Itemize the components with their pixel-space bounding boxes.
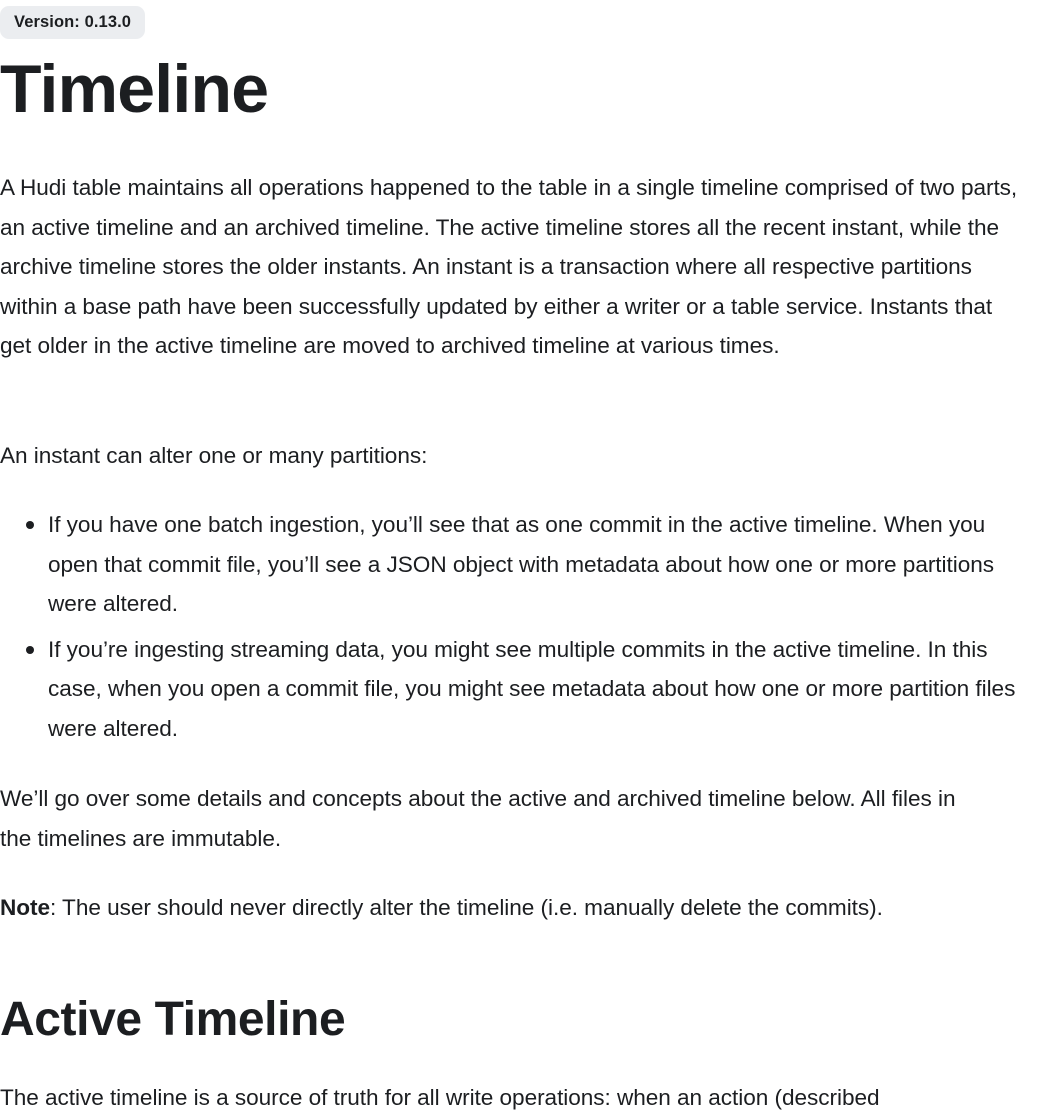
list-item-text: If you’re ingesting streaming data, you might see multiple commits in the active timeline. In this case, when you open a commit file, you might see metadata about how one or more partition files were altered. [48, 636, 1016, 741]
active-timeline-paragraph: The active timeline is a source of truth for all write operations: when an action (described [0, 1085, 880, 1110]
version-badge: Version: 0.13.0 [0, 6, 145, 39]
intro-paragraph: A Hudi table maintains all operations happened to the table in a single timeline comprised of two parts, an active timeline and an archived timeline. The active timeline stores all the recent instant, while the archive timeline stores the older instants. An instant is a transaction where all respective partitions within a base path have been successfully updated by either a writer or a table service. Instants that get older in the active timeline are moved to archived timeline at various times. [0, 175, 1018, 358]
partitions-intro-paragraph: An instant can alter one or many partitions: [0, 443, 428, 468]
list-item [48, 630, 1018, 749]
section-heading-active-timeline: Active Timeline [0, 993, 346, 1046]
instant-bullet-list [0, 505, 1018, 748]
note-paragraph [0, 888, 1020, 928]
bullet-icon [26, 521, 34, 529]
bullet-icon [26, 646, 34, 654]
list-item-text: If you have one batch ingestion, you’ll see that as one commit in the active timeline. When you open that commit file, you’ll see a JSON object with metadata about how one or more partitions were altered. [48, 512, 994, 616]
note-text: : The user should never directly alter the timeline (i.e. manually delete the commits). [50, 895, 883, 920]
list-item [48, 505, 1018, 624]
note-label: Note [0, 895, 51, 920]
details-paragraph: We’ll go over some details and concepts about the active and archived timeline below. All files in the timelines are immutable. [0, 786, 956, 851]
page-title: Timeline [0, 51, 269, 127]
